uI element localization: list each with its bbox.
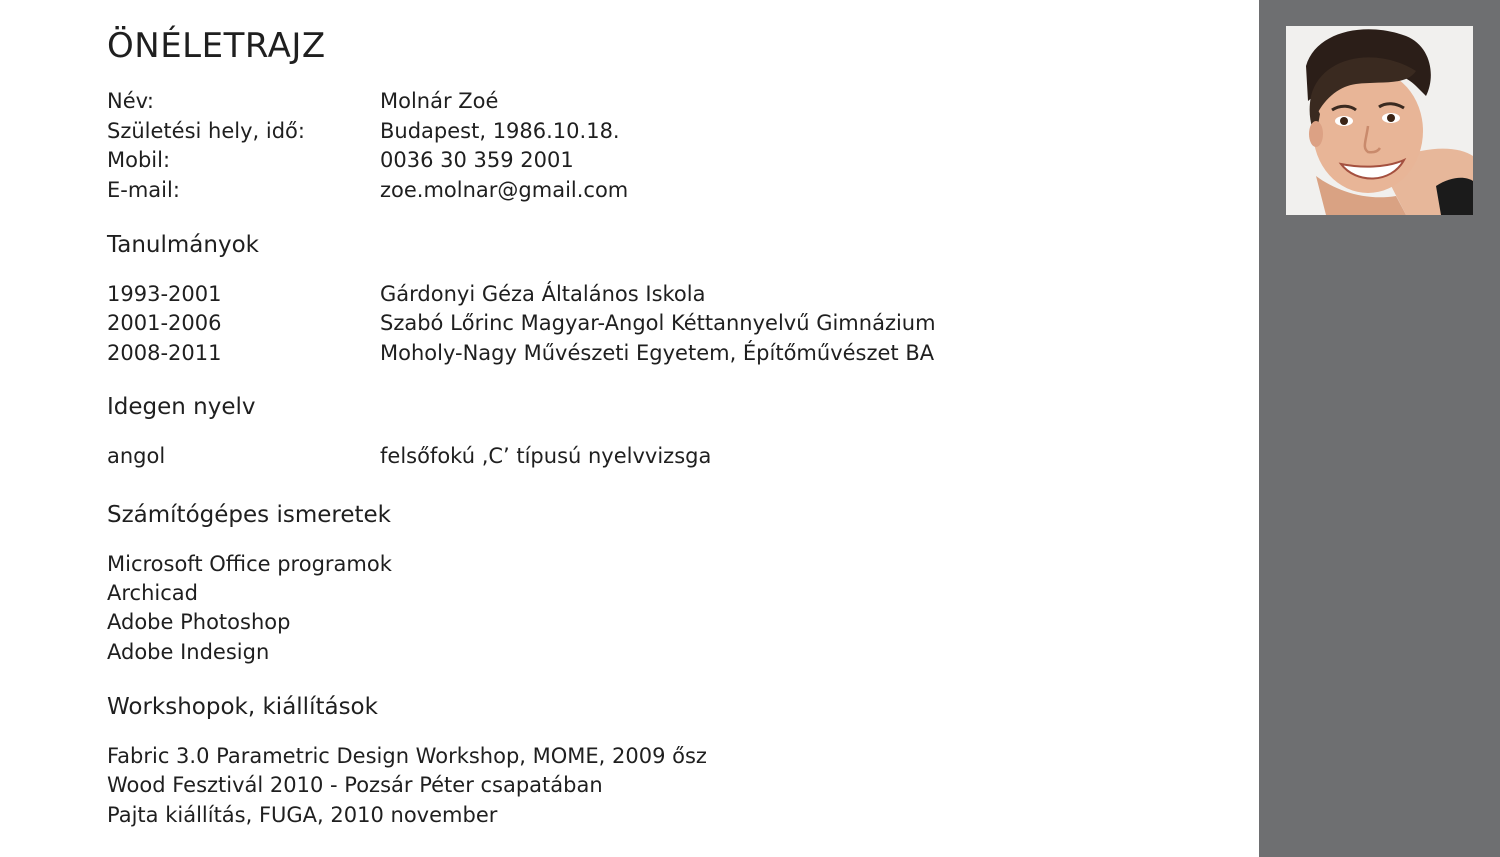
languages-heading: Idegen nyelv [107, 394, 256, 420]
computer-skill-item: Adobe Photoshop [107, 610, 291, 634]
personal-value: Budapest, 1986.10.18. [380, 119, 620, 143]
personal-label: Név: [107, 89, 154, 113]
study-period: 1993-2001 [107, 282, 222, 306]
study-period: 2008-2011 [107, 341, 222, 365]
computer-skill-item: Adobe Indesign [107, 640, 270, 664]
study-school: Gárdonyi Géza Általános Iskola [380, 282, 706, 306]
email-link[interactable]: zoe.molnar@gmail.com [380, 178, 629, 202]
studies-heading: Tanulmányok [107, 232, 259, 258]
personal-value: 0036 30 359 2001 [380, 148, 574, 172]
workshop-item: Wood Fesztivál 2010 - Pozsár Péter csapatában [107, 773, 603, 797]
personal-value: Molnár Zoé [380, 89, 499, 113]
computer-skills-heading: Számítógépes ismeretek [107, 502, 391, 528]
personal-label: Születési hely, idő: [107, 119, 305, 143]
workshops-heading: Workshopok, kiállítások [107, 694, 378, 720]
study-school: Moholy-Nagy Művészeti Egyetem, Építőművészet BA [380, 341, 935, 365]
language-name: angol [107, 444, 166, 468]
sidebar-panel [1259, 0, 1500, 857]
page-title: ÖNÉLETRAJZ [107, 26, 326, 66]
workshop-item: Pajta kiállítás, FUGA, 2010 november [107, 803, 498, 827]
computer-skill-item: Microsoft Office programok [107, 552, 392, 576]
personal-label: Mobil: [107, 148, 171, 172]
workshop-item: Fabric 3.0 Parametric Design Workshop, MOME, 2009 ősz [107, 744, 707, 768]
language-level: felsőfokú ‚C’ típusú nyelvvizsga [380, 444, 712, 468]
study-period: 2001-2006 [107, 311, 222, 335]
computer-skill-item: Archicad [107, 581, 198, 605]
study-school: Szabó Lőrinc Magyar-Angol Kéttannyelvű Gimnázium [380, 311, 936, 335]
personal-label: E-mail: [107, 178, 180, 202]
portrait-photo [1286, 26, 1473, 215]
